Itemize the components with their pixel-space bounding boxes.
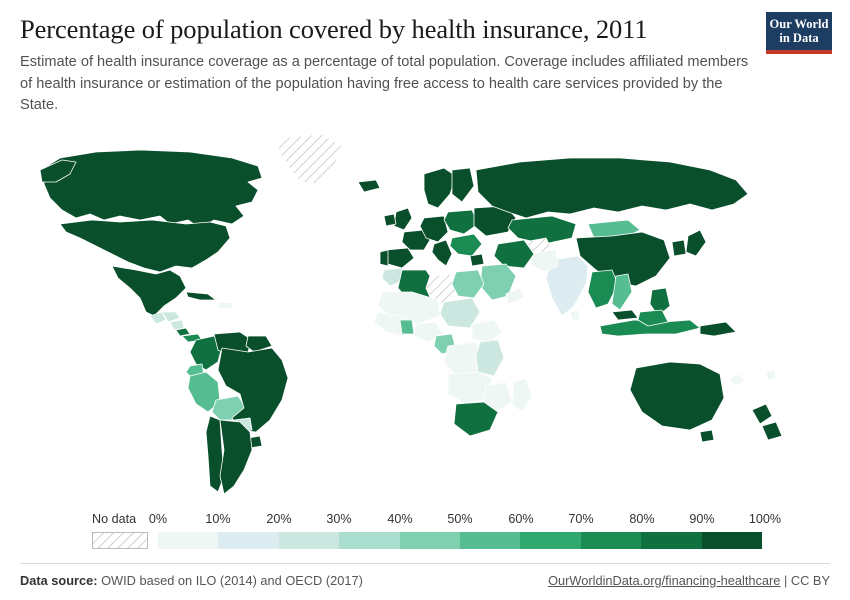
region-portugal[interactable]: [380, 250, 388, 266]
page-title: Percentage of population covered by health insurance, 2011: [20, 14, 648, 44]
region-argentina[interactable]: [220, 420, 252, 494]
region-sri-lanka[interactable]: [570, 310, 580, 320]
footer-source-text: OWID based on ILO (2014) and OECD (2017): [101, 573, 363, 588]
chart-header: [0, 0, 850, 116]
region-new-zealand[interactable]: [752, 404, 782, 440]
region-japan[interactable]: [686, 230, 706, 256]
chart-subtitle: Estimate of health insurance coverage as a percentage of total population. Coverage includes affiliated members of health insurance or estimation of the population having free access to health care services provided by the State.: [20, 54, 749, 113]
region-tasmania[interactable]: [700, 430, 714, 442]
footer-source: [20, 573, 363, 588]
region-united-states[interactable]: [60, 220, 230, 272]
legend-swatch-3[interactable]: [339, 532, 399, 549]
region-balkans[interactable]: [450, 234, 482, 256]
region-south-africa[interactable]: [454, 402, 498, 436]
legend-no-data-label: No data: [92, 512, 137, 526]
legend-color-scale[interactable]: [158, 532, 762, 549]
legend-tick-labels: [92, 512, 782, 528]
legend-tick-80: 80%: [629, 512, 655, 526]
legend-tick-20: 20%: [266, 512, 292, 526]
legend-swatch-0[interactable]: [158, 532, 218, 549]
legend-swatch-4[interactable]: [400, 532, 460, 549]
map-legend: [92, 512, 782, 560]
legend-tick-40: 40%: [387, 512, 413, 526]
legend-swatch-7[interactable]: [581, 532, 641, 549]
region-cuba[interactable]: [186, 292, 216, 300]
region-new-caledonia[interactable]: [730, 374, 744, 386]
region-papua-new-guinea[interactable]: [700, 322, 736, 336]
region-fiji[interactable]: [766, 370, 776, 380]
region-madagascar[interactable]: [512, 378, 532, 412]
region-malaysia[interactable]: [612, 310, 638, 320]
legend-tick-0: 0%: [148, 512, 168, 526]
legend-swatch-6[interactable]: [520, 532, 580, 549]
region-united-kingdom[interactable]: [394, 208, 412, 230]
world-choropleth-map[interactable]: [0, 120, 850, 500]
region-iceland[interactable]: [358, 180, 380, 192]
footer-license-link[interactable]: CC BY: [790, 573, 830, 588]
footer-source-label: Data source:: [20, 573, 98, 588]
legend-tick-30: 30%: [326, 512, 352, 526]
region-australia[interactable]: [630, 362, 724, 430]
owid-logo-line2: in Data: [779, 31, 819, 45]
legend-swatch-1[interactable]: [218, 532, 278, 549]
region-egypt[interactable]: [452, 270, 484, 298]
region-canada[interactable]: [44, 150, 262, 228]
legend-swatch-5[interactable]: [460, 532, 520, 549]
region-italy[interactable]: [432, 240, 452, 266]
legend-tick-100: 100%: [748, 512, 782, 526]
legend-swatch-9[interactable]: [702, 532, 762, 549]
region-ireland[interactable]: [384, 214, 396, 226]
region-greece[interactable]: [470, 254, 484, 266]
legend-swatch-8[interactable]: [641, 532, 701, 549]
legend-tick-70: 70%: [568, 512, 594, 526]
footer-links: [548, 573, 830, 588]
legend-no-data-swatch[interactable]: [92, 532, 148, 549]
legend-tick-10: 10%: [205, 512, 231, 526]
region-kenya-tanzania[interactable]: [476, 340, 504, 376]
legend-tick-50: 50%: [447, 512, 473, 526]
region-ghana[interactable]: [400, 320, 414, 334]
footer-separator: |: [784, 573, 788, 588]
legend-tick-90: 90%: [689, 512, 715, 526]
region-koreas[interactable]: [672, 240, 686, 256]
region-poland-baltics[interactable]: [444, 210, 478, 234]
region-russia[interactable]: [476, 158, 748, 218]
region-norway-sweden[interactable]: [424, 168, 456, 208]
region-greenland[interactable]: [278, 134, 342, 184]
region-finland[interactable]: [452, 168, 474, 202]
region-costa-rica[interactable]: [176, 328, 190, 336]
legend-swatch-2[interactable]: [279, 532, 339, 549]
owid-logo[interactable]: [766, 12, 832, 54]
legend-tick-60: 60%: [508, 512, 534, 526]
owid-logo-line1: Our World: [769, 17, 829, 31]
region-hispaniola[interactable]: [218, 302, 233, 309]
footer-url-link[interactable]: OurWorldinData.org/financing-healthcare: [548, 573, 781, 588]
chart-footer: [20, 563, 830, 588]
region-mexico[interactable]: [112, 266, 186, 316]
